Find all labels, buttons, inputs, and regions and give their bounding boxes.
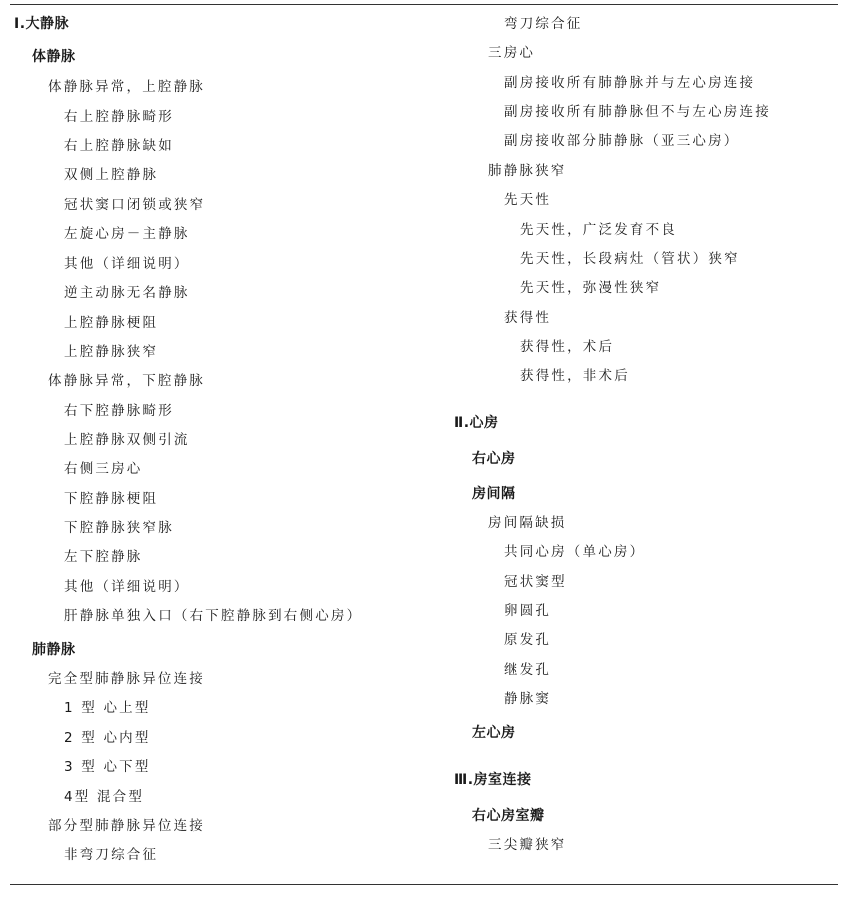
outline-item-level-5: 先天性，广泛发育不良	[520, 222, 677, 238]
outline-item-level-4: 逆主动脉无名静脉	[64, 285, 190, 301]
outline-item-level-5: 获得性，非术后	[520, 368, 630, 384]
outline-item-level-3: 体静脉异常，下腔静脉	[48, 373, 205, 389]
outline-item-level-4: 上腔静脉狭窄	[64, 344, 159, 360]
outline-item-level-2: 右心房	[472, 451, 516, 467]
outline-item-level-4: 获得性	[504, 310, 552, 326]
outline-item-level-4: 右侧三房心	[64, 461, 143, 477]
bottom-rule	[10, 884, 838, 885]
outline-item-level-3: 三房心	[488, 45, 536, 61]
outline-item-level-4: 先天性	[504, 192, 552, 208]
outline-item-level-4: 3 型 心下型	[64, 759, 151, 775]
outline-item-level-4: 冠状窦型	[504, 574, 567, 590]
outline-item-level-2: 体静脉	[32, 49, 76, 65]
outline-item-level-3: 房间隔缺损	[488, 515, 567, 531]
outline-item-level-4: 继发孔	[504, 662, 552, 678]
outline-item-level-3: 完全型肺静脉异位连接	[48, 671, 205, 687]
outline-item-level-4: 原发孔	[504, 632, 552, 648]
outline-item-level-4: 1 型 心上型	[64, 700, 151, 716]
outline-item-level-4: 肝静脉单独入口（右下腔静脉到右侧心房）	[64, 608, 363, 624]
outline-item-level-1: Ⅰ.大静脉	[14, 16, 70, 32]
outline-item-level-4: 下腔静脉梗阻	[64, 491, 159, 507]
outline-item-level-2: 右心房室瓣	[472, 808, 545, 824]
outline-item-level-4: 共同心房（单心房）	[504, 544, 646, 560]
outline-item-level-4: 弯刀综合征	[504, 16, 583, 32]
outline-item-level-4: 2 型 心内型	[64, 730, 151, 746]
outline-item-level-4: 其他（详细说明）	[64, 579, 190, 595]
outline-item-level-3: 三尖瓣狭窄	[488, 837, 567, 853]
outline-item-level-4: 卵圆孔	[504, 603, 552, 619]
outline-item-level-4: 右上腔静脉缺如	[64, 138, 174, 154]
top-rule	[10, 4, 838, 5]
outline-item-level-3: 部分型肺静脉异位连接	[48, 818, 205, 834]
outline-item-level-4: 冠状窦口闭锁或狭窄	[64, 197, 206, 213]
outline-item-level-5: 先天性，长段病灶（管状）狭窄	[520, 251, 740, 267]
outline-item-level-4: 副房接收部分肺静脉（亚三心房）	[504, 133, 740, 149]
outline-item-level-4: 左旋心房－主静脉	[64, 226, 190, 242]
outline-item-level-4: 下腔静脉狭窄脉	[64, 520, 174, 536]
outline-item-level-5: 获得性，术后	[520, 339, 615, 355]
outline-item-level-2: 左心房	[472, 725, 516, 741]
outline-item-level-2: 房间隔	[472, 486, 516, 502]
outline-item-level-2: 肺静脉	[32, 642, 76, 658]
outline-item-level-4: 4型 混合型	[64, 789, 145, 805]
outline-item-level-1: Ⅱ.心房	[454, 415, 499, 431]
outline-item-level-3: 肺静脉狭窄	[488, 163, 567, 179]
outline-item-level-4: 右下腔静脉畸形	[64, 403, 174, 419]
outline-item-level-4: 其他（详细说明）	[64, 256, 190, 272]
outline-item-level-4: 静脉窦	[504, 691, 552, 707]
outline-item-level-4: 上腔静脉双侧引流	[64, 432, 190, 448]
outline-item-level-4: 双侧上腔静脉	[64, 167, 159, 183]
outline-item-level-1: Ⅲ.房室连接	[454, 772, 532, 788]
outline-item-level-3: 体静脉异常，上腔静脉	[48, 79, 205, 95]
outline-item-level-4: 副房接收所有肺静脉并与左心房连接	[504, 75, 756, 91]
outline-item-level-4: 上腔静脉梗阻	[64, 315, 159, 331]
outline-item-level-4: 副房接收所有肺静脉但不与左心房连接	[504, 104, 771, 120]
outline-item-level-4: 右上腔静脉畸形	[64, 109, 174, 125]
outline-item-level-4: 非弯刀综合征	[64, 847, 159, 863]
outline-item-level-5: 先天性，弥漫性狭窄	[520, 280, 662, 296]
outline-item-level-4: 左下腔静脉	[64, 549, 143, 565]
